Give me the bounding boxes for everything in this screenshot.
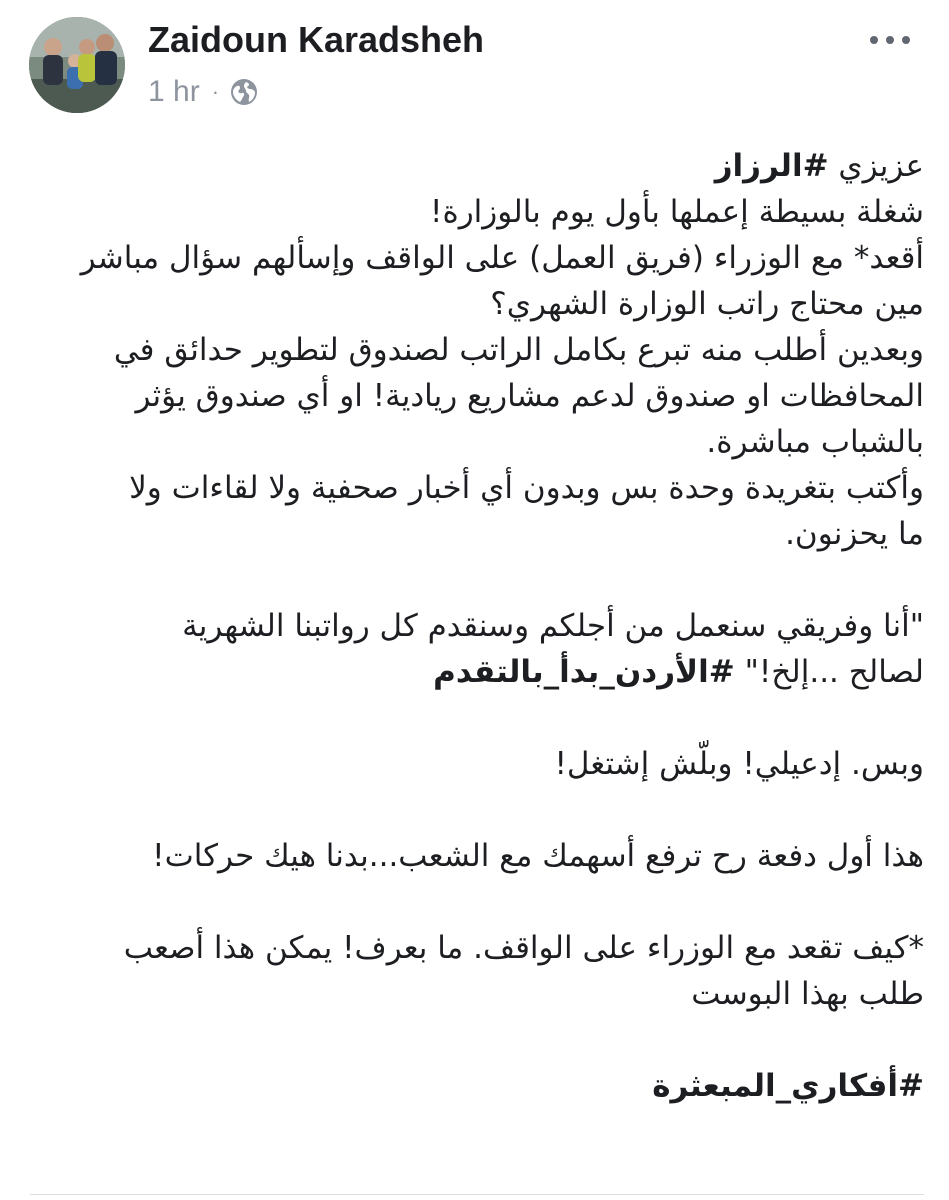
hashtag-link[interactable]: #أفكاري_المبعثرة — [652, 1068, 924, 1104]
post-line: أقعد* مع الوزراء (فريق العمل) على الواقف وإسألهم سؤال مباشر — [80, 240, 924, 276]
author-name[interactable]: Zaidoun Karadsheh — [148, 19, 485, 60]
family-photo-icon — [29, 17, 125, 113]
post-line: مين محتاج راتب الوزارة الشهري؟ — [490, 286, 924, 322]
post-line — [30, 649, 924, 695]
paragraph-gap — [30, 557, 924, 603]
post-line: طلب بهذا البوست — [691, 976, 924, 1012]
post-line-text: عزيزي — [828, 148, 924, 184]
meta-separator: · — [211, 79, 220, 104]
post-line — [30, 1063, 924, 1109]
hashtag-link[interactable]: #الأردن_بدأ_بالتقدم — [433, 654, 735, 690]
paragraph-gap — [30, 787, 924, 833]
post-line — [30, 143, 924, 189]
paragraph-gap — [30, 1017, 924, 1063]
post-header — [0, 0, 949, 130]
post-line: وأكتب بتغريدة وحدة بس وبدون أي أخبار صحفية ولا لقاءات ولا — [129, 470, 924, 506]
avatar[interactable] — [29, 17, 125, 113]
paragraph-gap — [30, 879, 924, 925]
post-meta — [148, 72, 259, 112]
post-line: وبعدين أطلب منه تبرع بكامل الراتب لصندوق لتطوير حدائق في — [113, 332, 924, 368]
more-dots-icon — [858, 20, 922, 60]
post-line: "أنا وفريقي سنعمل من أجلكم وسنقدم كل رواتبنا الشهرية — [182, 608, 924, 644]
post-text — [30, 143, 924, 1109]
post-line: *كيف تقعد مع الوزراء على الواقف. ما بعرف! يمكن هذا أصعب — [123, 930, 924, 966]
more-options-button[interactable] — [858, 20, 922, 60]
post-line: المحافظات او صندوق لدعم مشاريع ريادية! او أي صندوق يؤثر — [135, 378, 924, 414]
post-line: هذا أول دفعة رح ترفع أسهمك مع الشعب...بدنا هيك حركات! — [152, 838, 924, 874]
hashtag-link[interactable]: #الرزاز — [714, 148, 829, 184]
divider — [30, 1194, 924, 1195]
post-line: وبس. إدعيلي! وبلّش إشتغل! — [554, 746, 924, 782]
post-line: شغلة بسيطة إعملها بأول يوم بالوزارة! — [430, 194, 924, 230]
paragraph-gap — [30, 695, 924, 741]
globe-icon[interactable] — [229, 77, 259, 107]
post-time[interactable]: 1 hr — [148, 75, 200, 108]
post-line: بالشباب مباشرة. — [706, 424, 924, 460]
post-line: ما يحزنون. — [785, 516, 924, 552]
post-line-text: لصالح ...إلخ!" — [734, 654, 924, 690]
